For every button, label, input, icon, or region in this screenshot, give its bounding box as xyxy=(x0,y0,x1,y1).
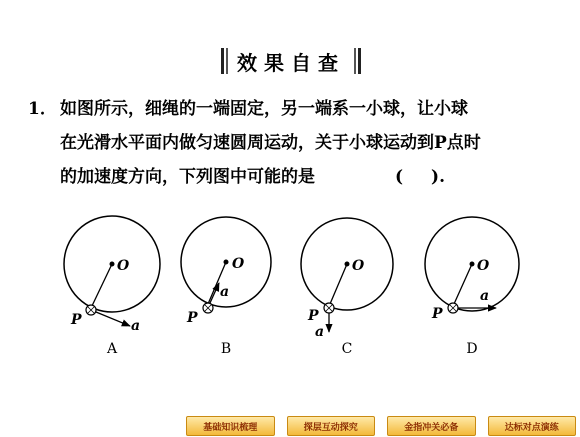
question-line-2: 在光滑水平面内做匀速圆周运动，关于小球运动到P点时 xyxy=(60,133,481,153)
point-label-c: P xyxy=(308,308,319,324)
footer-nav xyxy=(186,416,576,434)
option-label-a: A xyxy=(106,341,118,357)
point-label-a: P xyxy=(71,312,82,328)
center-label-c: O xyxy=(352,258,365,274)
answer-blank: ( ). xyxy=(395,167,446,187)
question-number: 1． xyxy=(28,99,57,119)
nav-button-explore[interactable]: 探层互动探究 xyxy=(287,416,376,436)
vector-label-d: a xyxy=(480,288,490,304)
point-label-b: P xyxy=(187,310,198,326)
point-label-d: P xyxy=(432,306,443,322)
center-label-d: O xyxy=(477,258,490,274)
center-label-a: O xyxy=(117,258,130,274)
nav-button-basics[interactable]: 基础知识梳理 xyxy=(186,416,275,436)
accel-vector-a xyxy=(96,312,130,326)
option-label-b: B xyxy=(220,341,232,357)
option-label-c: C xyxy=(341,341,353,357)
section-title: 效果自查 xyxy=(237,50,345,75)
accel-vector-b xyxy=(210,283,219,303)
string-a xyxy=(91,264,112,308)
figure-b xyxy=(181,217,271,357)
string-d xyxy=(454,264,472,304)
figure-c xyxy=(301,218,393,357)
figure-a xyxy=(64,216,160,357)
figure-d xyxy=(425,217,519,357)
vector-label-a: a xyxy=(131,318,141,334)
vector-label-c: a xyxy=(315,324,325,340)
question-line-3-text: 的加速度方向，下列图中可能的是 xyxy=(60,167,315,187)
string-c xyxy=(330,264,347,304)
question-line-1-text: 如图所示，细绳的一端固定，另一端系一小球，让小球 xyxy=(60,99,468,119)
vector-label-b: a xyxy=(220,284,230,300)
nav-button-key-points[interactable]: 金指冲关必备 xyxy=(387,416,476,436)
center-label-b: O xyxy=(232,256,245,272)
option-label-d: D xyxy=(466,341,478,357)
nav-button-practice[interactable]: 达标对点演练 xyxy=(488,416,577,436)
